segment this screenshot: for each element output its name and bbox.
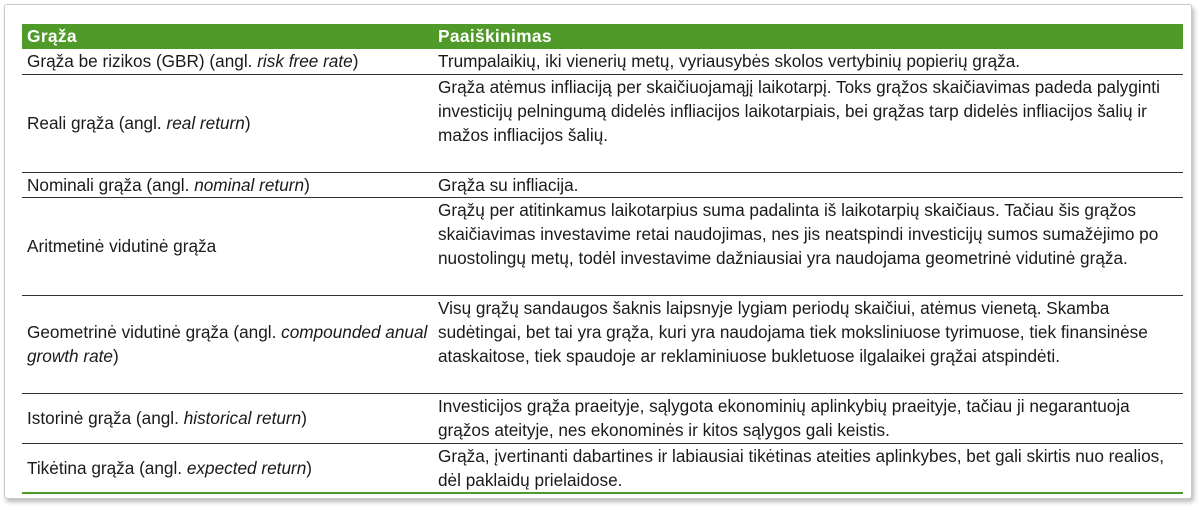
header-term: Grąža bbox=[22, 24, 430, 49]
term-cell bbox=[22, 197, 430, 295]
term-text: Tikėtina grąža (angl. bbox=[27, 457, 187, 478]
term-cell bbox=[22, 295, 430, 393]
explanation-cell: Grąža, įvertinanti dabartines ir labiausiai tikėtinas ateities aplinkybes, bet gali skirtis nuo realios, dėl paklaidų prielaidose. bbox=[430, 443, 1183, 493]
term-suffix: ) bbox=[304, 174, 310, 195]
term-english: risk free rate bbox=[257, 51, 353, 72]
table-frame bbox=[4, 4, 1192, 499]
term-suffix: ) bbox=[306, 457, 313, 478]
table-row bbox=[22, 74, 1183, 172]
table-row bbox=[22, 172, 1183, 197]
returns-table bbox=[22, 24, 1183, 494]
term-text: Istorinė grąža (angl. bbox=[27, 408, 184, 428]
term-text: Aritmetinė vidutinė grąža bbox=[27, 236, 217, 256]
explanation-cell: Grąžų per atitinkamus laikotarpius suma padalinta iš laikotarpių skaičiaus. Tačiau šis grąžos skaičiavimas investavime retai naudojimas, nes jis neatspindi investicijų sumos sumažėjimo po nuostolingų metų, todėl investavime dažniausiai yra naudojama geometrinė vidutinė grąža. bbox=[430, 197, 1183, 295]
term-english: compounded anual growth rate bbox=[27, 322, 428, 366]
term-english: historical return bbox=[183, 408, 302, 428]
term-english: real return bbox=[166, 113, 245, 133]
term-suffix: ) bbox=[244, 113, 251, 133]
term-english: nominal return bbox=[194, 174, 305, 195]
explanation-cell: Visų grąžų sandaugos šaknis laipsnyje lygiam periodų skaičiui, atėmus vienetą. Skamba sudėtingai, bet tai yra grąža, kuri yra naudojama tiek moksliniuose tyrimuose, tiek finansinėse ataskaitose, tiek spaudoje ar reklaminiuose bukletuose ilgalaikei grąžai atspindėti. bbox=[430, 295, 1183, 393]
explanation-cell: Grąža su infliacija. bbox=[430, 172, 1183, 197]
header-row bbox=[22, 24, 1183, 49]
term-cell bbox=[22, 172, 430, 197]
term-cell bbox=[22, 443, 430, 493]
term-suffix: ) bbox=[112, 346, 119, 366]
explanation-cell: Grąža atėmus infliaciją per skaičiuojamąjį laikotarpį. Toks grąžos skaičiavimas padeda palyginti investicijų pelningumą didelės infliacijos laikotarpiais, bei grąžas tarp didelės infliacijos šalių ir mažos infliacijos šalių. bbox=[430, 74, 1183, 172]
term-suffix: ) bbox=[301, 408, 307, 428]
table-row bbox=[22, 49, 1183, 74]
header-explanation: Paaiškinimas bbox=[430, 24, 1183, 49]
explanation-cell: Trumpalaikių, iki vienerių metų, vyriausybės skolos vertybinių popierių grąža. bbox=[430, 49, 1183, 74]
explanation-cell: Investicijos grąža praeityje, sąlygota ekonominių aplinkybių praeityje, tačiau ji negarantuoja grąžos ateityje, nes ekonominės ir kitos sąlygos gali keistis. bbox=[430, 393, 1183, 443]
table-row bbox=[22, 295, 1183, 393]
term-cell bbox=[22, 393, 430, 443]
term-cell bbox=[22, 49, 430, 74]
table-row bbox=[22, 443, 1183, 493]
table-row bbox=[22, 393, 1183, 443]
term-text: Geometrinė vidutinė grąža (angl. bbox=[27, 322, 282, 342]
table-row bbox=[22, 197, 1183, 295]
term-text: Reali grąža (angl. bbox=[27, 113, 167, 133]
term-text: Grąža be rizikos (GBR) (angl. bbox=[27, 51, 258, 72]
term-cell bbox=[22, 74, 430, 172]
term-suffix: ) bbox=[352, 51, 359, 72]
term-english: expected return bbox=[186, 457, 307, 478]
term-text: Nominali grąža (angl. bbox=[27, 174, 195, 195]
